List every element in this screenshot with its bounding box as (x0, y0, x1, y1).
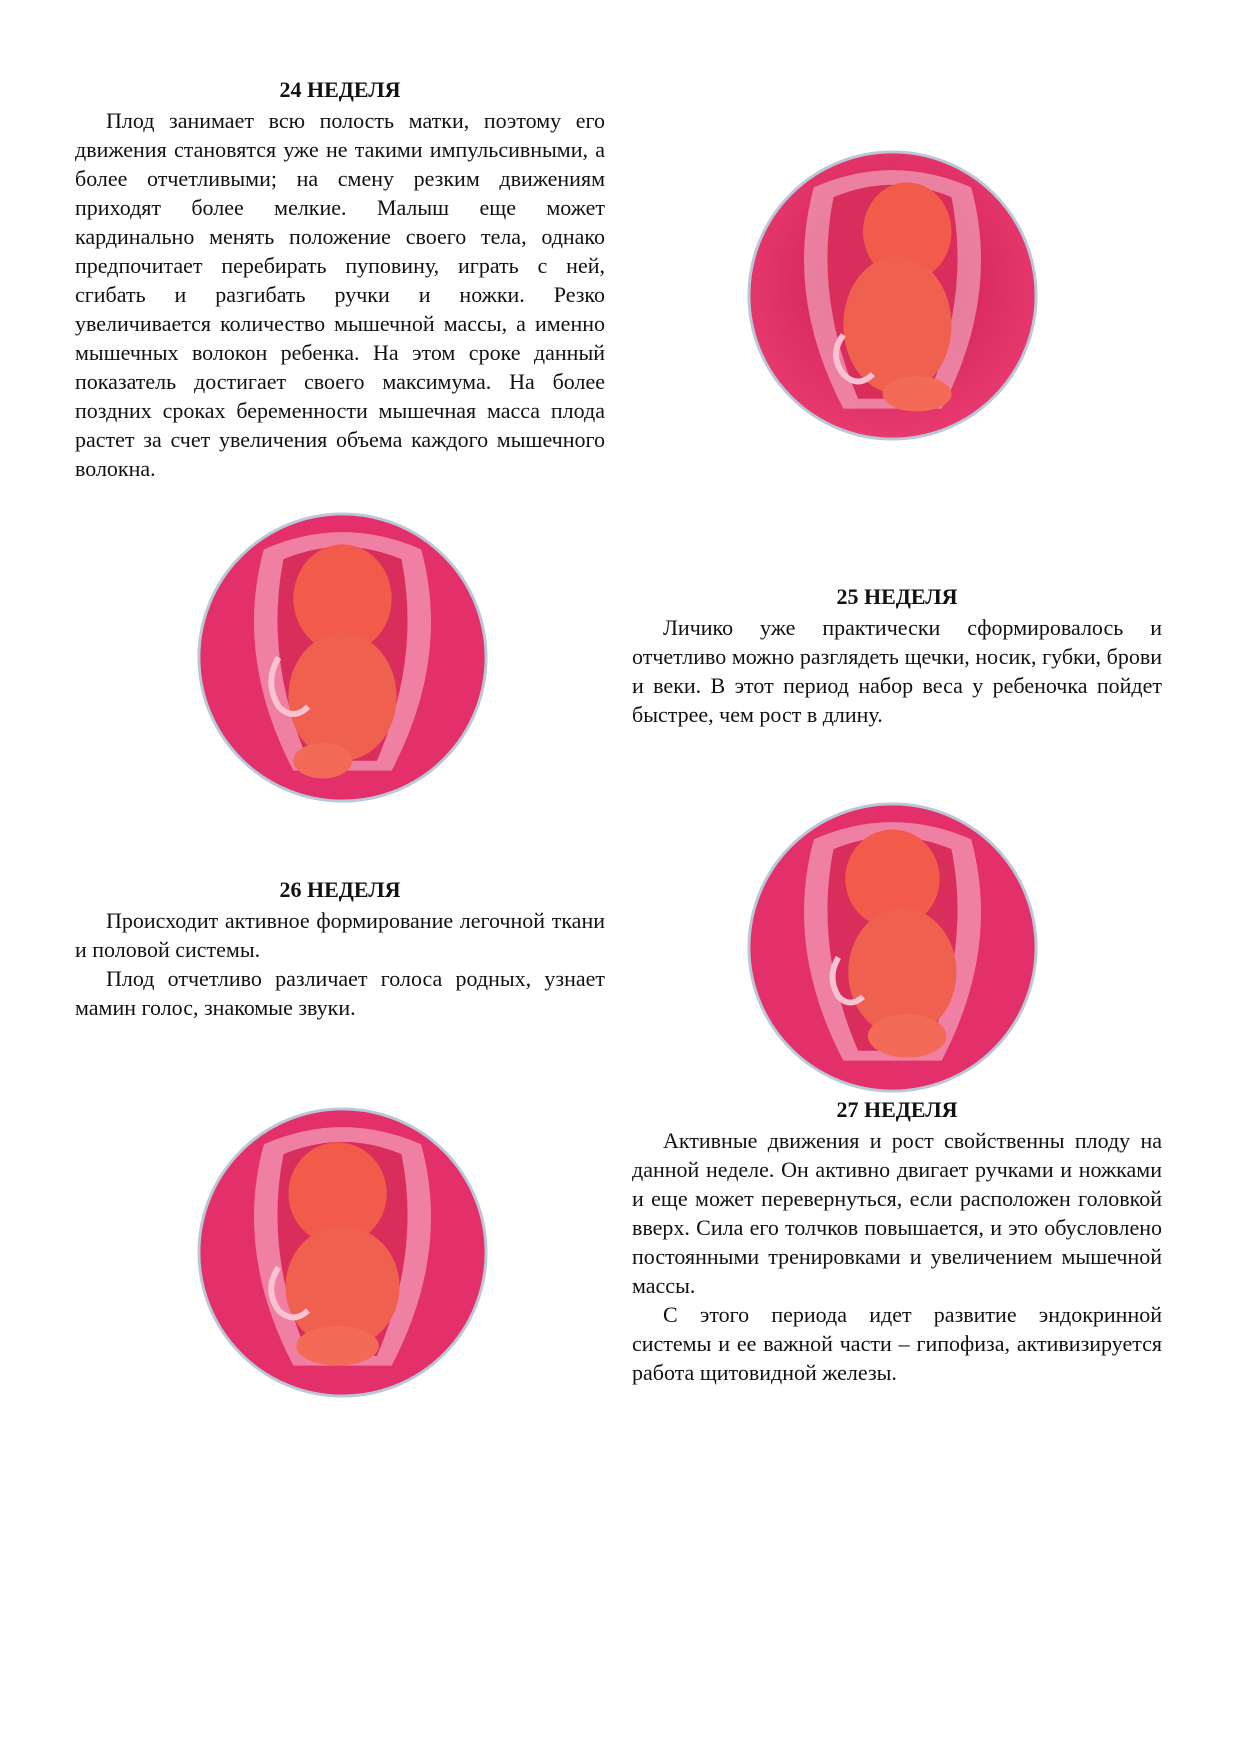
section-title: 27 НЕДЕЛЯ (836, 1097, 958, 1122)
section-title: 26 НЕДЕЛЯ (279, 877, 401, 902)
fetus-illustration-week24 (745, 148, 1040, 443)
section-week24 (75, 75, 605, 483)
fetus-illustration-week26 (745, 800, 1040, 1095)
section-title: 25 НЕДЕЛЯ (836, 584, 958, 609)
paragraph: Личико уже практически сформировалось и отчетливо можно разглядеть щечки, носик, губки, брови и веки. В этот период набор веса у ребеночка пойдет быстрее, чем рост в длину. (632, 615, 1162, 727)
section-title: 24 НЕДЕЛЯ (279, 77, 401, 102)
fetus-illustration-week25 (195, 510, 490, 805)
paragraph: С этого периода идет развитие эндокринной системы и ее важной части – гипофиза, активизируется работа щитовидной железы. (632, 1302, 1162, 1385)
paragraph: Плод отчетливо различает голоса родных, узнает мамин голос, знакомые звуки. (75, 966, 605, 1020)
section-week27 (632, 1095, 1162, 1387)
section-week26 (75, 875, 605, 1022)
paragraph: Активные движения и рост свойственны плоду на данной неделе. Он активно двигает ручками и ножками и еще может перевернуться, если расположен головкой вверх. Сила его толчков повышается, и это обусловлено постоянными тренировками и увеличением мышечной массы. (632, 1128, 1162, 1298)
fetus-illustration-week27 (195, 1105, 490, 1400)
paragraph: Плод занимает всю полость матки, поэтому его движения становятся уже не такими импульсивными, а более отчетливыми; на смену резким движениям приходят более мелкие. Малыш еще может кардинально менять положение своего тела, однако предпочитает перебирать пуповину, играть с ней, сгибать и разгибать ручки и ножки. Резко увеличивается количество мышечной массы, а именно мышечных волокон ребенка. На этом сроке данный показатель достигает своего максимума. На более поздних сроках беременности мышечная масса плода растет за счет увеличения объема каждого мышечного волокна. (75, 108, 605, 481)
paragraph: Происходит активное формирование легочной ткани и половой системы. (75, 908, 605, 962)
section-week25 (632, 582, 1162, 729)
